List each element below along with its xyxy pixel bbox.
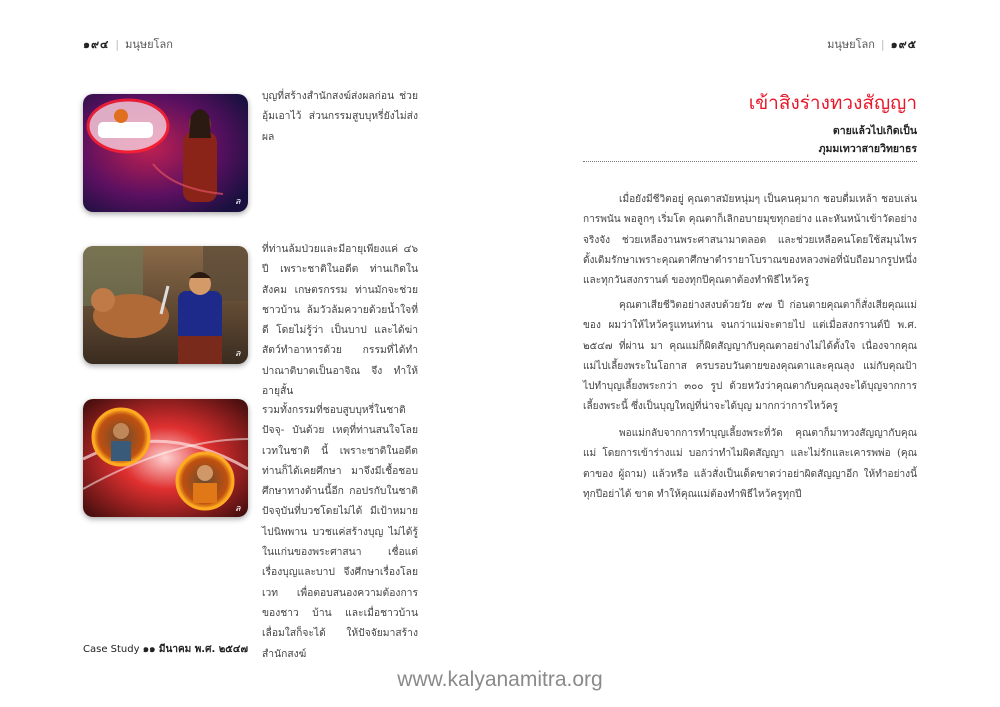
left-page-header: ๑๙๔ | มนุษยโลก xyxy=(83,38,173,51)
dotted-divider xyxy=(583,161,917,162)
right-page-header: มนุษยโลก | ๑๙๕ xyxy=(827,38,917,51)
left-running-title: มนุษยโลก xyxy=(125,38,173,51)
article-subtitle-line2: ภุมมเทวาสายวิทยาธร xyxy=(818,143,917,155)
footer-date: ๑๑ มีนาคม พ.ศ. ๒๕๔๗ xyxy=(142,644,248,655)
article-title: เข้าสิงร่างทวงสัญญา xyxy=(748,92,917,114)
right-running-title: มนุษยโลก xyxy=(827,38,875,51)
footer-case-study xyxy=(83,642,248,657)
article-paragraph: คุณตาเสียชีวิตอย่างสงบด้วยวัย ๙๗ ปี ก่อนตายคุณตาก็สั่งเสียคุณแม่ของ ผมว่าให้ไหว้ครูแทนท่าน จนกว่าแม่จะตายไป แต่เมื่อสงกรานต์ปี พ.ศ. ๒๕๔๗ ที่ผ่าน มา คุณแม่ก็ผิดสัญญากับคุณตาอย่างไม่ได้ตั้งใจ เนื่องจากคุณแม่ไปเลี้ยงพระในโอกาส ครบรอบวันตายของคุณตาและคุณลุง แม่กับคุณป้าไปทำบุญเลี้ยงพระกว่า ๓๐๐ รูป ด้วยหวังว่าคุณตากับคุณลุงจะได้บุญจากการเลี้ยงพระนี้ ซึ่งเป็นบุญใหญ่ที่น่าจะได้บุญ มากกว่าการไหว้ครู xyxy=(583,300,917,413)
footer-label: Case Study xyxy=(83,644,140,655)
watermark-url: www.kalyanamitra.org xyxy=(397,668,603,691)
caption-2: ที่ท่านล้มป่วยและมีอายุเพียงแค่ ๔๖ ปี เพราะชาติในอดีต ท่านเกิดในสังคม เกษตรกรรม ท่านมักจะช่วยชาวบ้าน ล้มวัวล้มควายด้วยน้ำใจที่ดี โดยไม่รู้ว่า เป็นบาป และได้ฆ่าสัตว์ทำอาหารด้วย กรรมที่ได้ทำปาณาติบาตเป็นอาจิณ จึง ทำให้อายุสั้น xyxy=(262,243,418,398)
illustration-butchering-ox xyxy=(83,246,248,364)
right-page-number: ๑๙๕ xyxy=(890,38,917,51)
illustration-past-lives xyxy=(83,399,248,517)
article-subtitle-line1: ตายแล้วไปเกิดเป็น xyxy=(832,125,917,137)
left-page-number: ๑๙๔ xyxy=(83,38,110,51)
image-logo: ล xyxy=(235,197,241,207)
image-logo: ล xyxy=(235,504,241,514)
illustration-monk-dream xyxy=(83,94,248,212)
image-logo: ล xyxy=(235,349,241,359)
caption-3: รวมทั้งกรรมที่ชอบสูบบุหรี่ในชาติปัจจุ- บันด้วย เหตุที่ท่านสนใจโลยเวทในชาติ นี้ เพราะชาติในอดีตท่านก็ได้เคยศึกษา มาจึงมีเชื้อชอบศึกษาทางด้านนี้อีก กอปรกับในชาติปัจจุบันที่บวชโดยไม่ได้ มีเป้าหมายไปนิพพาน บวชแค่สร้างบุญ ไม่ได้รู้ในแก่นของพระศาสนา เชื่อแต่ เรื่องบุญและบาป จึงศึกษาเรื่องโลยเวท เพื่อตอบสนองความต้องการของชาว บ้าน และเมื่อชาวบ้านเลื่อมใสก็จะได้ ให้ปัจจัยมาสร้างสำนักสงฆ์ xyxy=(262,404,418,660)
article-paragraph: พอแม่กลับจากการทำบุญเลี้ยงพระที่วัด คุณตาก็มาทวงสัญญากับคุณแม่ โดยการเข้าร่างแม่ บอกว่าทำไมผิดสัญญา และไม่รักและเคารพพ่อ (คุณตาของ ผู้ถาม) แล้วหรือ แล้วสั่งเป็นเด็ดขาดว่าอย่าผิดสัญญาอีก ให้ทำอย่างนี้ทุกปีอย่าได้ ขาด ทำให้คุณแม่ต้องทำพิธีไหว้ครูทุกปี xyxy=(583,428,917,500)
article-paragraph: เมื่อยังมีชีวิตอยู่ คุณตาสมัยหนุ่มๆ เป็นคนคุมาก ชอบดื่มเหล้า ชอบเล่นการพนัน พอลูกๆ เริ่มโต คุณตาก็เลิกอบายมุขทุกอย่าง และหันหน้าเข้าวัดอย่างจริงจัง ช่วยเหลืองานพระศาสนามาตลอด และช่วยเหลือคนโดยใช้สมุนไพรดั้งเดิมรักษาเพราะคุณตาศึกษาตำรายาโบราณของหลวงพ่อที่นับถือมากรูปหนึ่ง และทุกวันสงกรานต์ ของทุกปีคุณตาต้องทำพิธีไหว้ครู xyxy=(583,194,917,287)
caption-1: บุญที่สร้างสำนักสงฆ์ส่งผลก่อน ช่วย อุ้มเอาไว้ ส่วนกรรมสูบบุหรี่ยังไม่ส่งผล xyxy=(262,90,418,143)
